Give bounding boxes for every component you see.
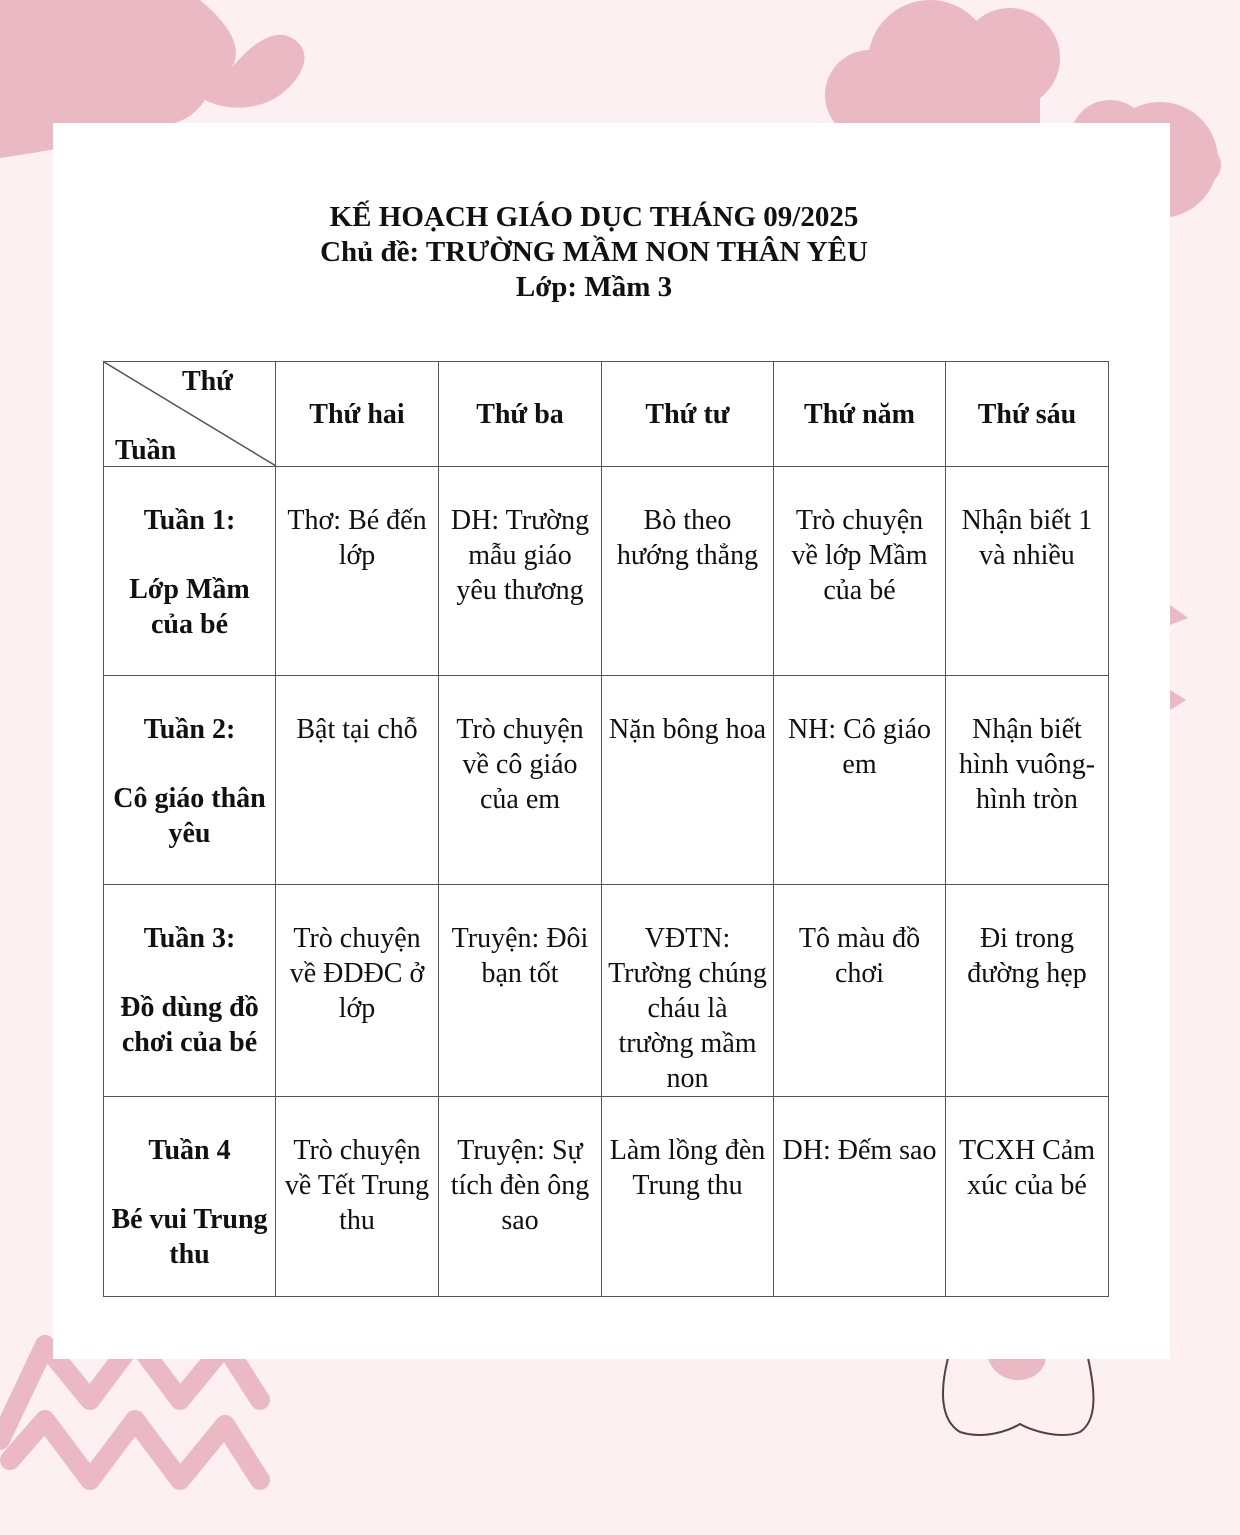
- plan-table: [103, 361, 1109, 1297]
- document-heading: [0, 200, 1188, 305]
- activity-cell: Bò theo hướng thẳng: [602, 467, 774, 676]
- week-cell: [104, 885, 276, 1097]
- activity-cell: DH: Trường mẫu giáo yêu thương: [439, 467, 602, 676]
- activity-cell: Truyện: Đôi bạn tốt: [439, 885, 602, 1097]
- activity-cell: Trò chuyện về lớp Mầm của bé: [774, 467, 946, 676]
- table-row: [104, 885, 1109, 1097]
- activity-cell: Trò chuyện về Tết Trung thu: [276, 1097, 439, 1297]
- day-header: Thứ ba: [439, 362, 602, 467]
- activity-cell: Nhận biết hình vuông-hình tròn: [946, 676, 1109, 885]
- day-header: Thứ tư: [602, 362, 774, 467]
- week-label: Tuần 4: [148, 1135, 231, 1166]
- activity-cell: Thơ: Bé đến lớp: [276, 467, 439, 676]
- corner-day-label: Thứ: [181, 366, 233, 397]
- corner-week-label: Tuần: [115, 435, 177, 466]
- table-row: [104, 1097, 1109, 1297]
- table-header-row: [104, 362, 1109, 467]
- activity-cell: Nhận biết 1 và nhiều: [946, 467, 1109, 676]
- day-header: Thứ sáu: [946, 362, 1109, 467]
- activity-cell: TCXH Cảm xúc của bé: [946, 1097, 1109, 1297]
- activity-cell: Bật tại chỗ: [276, 676, 439, 885]
- week-cell: [104, 676, 276, 885]
- plan-title: KẾ HOẠCH GIÁO DỤC THÁNG 09/2025: [329, 201, 859, 233]
- table-row: [104, 467, 1109, 676]
- day-header: Thứ năm: [774, 362, 946, 467]
- activity-cell: NH: Cô giáo em: [774, 676, 946, 885]
- bunny-feet-decoration-icon: [943, 1358, 1093, 1435]
- activity-cell: Trò chuyện về ĐDĐC ở lớp: [276, 885, 439, 1097]
- week-topic: Bé vui Trung thu: [111, 1204, 268, 1270]
- week-topic: Cô giáo thân yêu: [113, 783, 266, 849]
- week-label: Tuần 3:: [143, 923, 236, 954]
- activity-cell: Đi trong đường hẹp: [946, 885, 1109, 1097]
- zigzag-decoration-icon: [0, 1340, 260, 1480]
- activity-cell: Làm lồng đèn Trung thu: [602, 1097, 774, 1297]
- week-cell: [104, 467, 276, 676]
- week-label: Tuần 1:: [143, 505, 236, 536]
- activity-cell: Trò chuyện về cô giáo của em: [439, 676, 602, 885]
- plan-theme: Chủ đề: TRƯỜNG MẦM NON THÂN YÊU: [320, 236, 868, 268]
- plan-class: Lớp: Mầm 3: [515, 271, 673, 303]
- week-cell: [104, 1097, 276, 1297]
- activity-cell: VĐTN: Trường chúng cháu là trường mầm non: [602, 885, 774, 1097]
- activity-cell: Tô màu đồ chơi: [774, 885, 946, 1097]
- week-label: Tuần 2:: [143, 714, 236, 745]
- week-topic: Lớp Mầm của bé: [129, 574, 250, 640]
- week-topic: Đồ dùng đồ chơi của bé: [120, 992, 259, 1058]
- day-header: Thứ hai: [276, 362, 439, 467]
- activity-cell: Truyện: Sự tích đèn ông sao: [439, 1097, 602, 1297]
- activity-cell: DH: Đếm sao: [774, 1097, 946, 1297]
- table-row: [104, 676, 1109, 885]
- activity-cell: Nặn bông hoa: [602, 676, 774, 885]
- corner-header: [104, 362, 276, 467]
